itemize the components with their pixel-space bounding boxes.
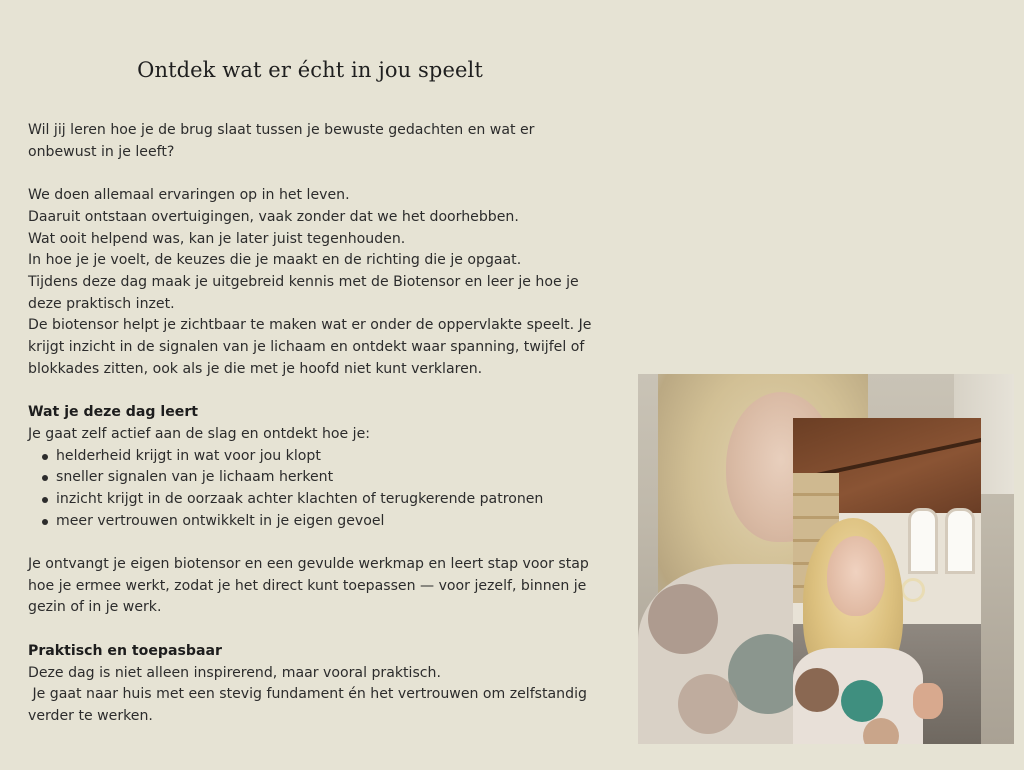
receive-line: Je ontvangt je eigen biotensor en een gevulde werkmap en leert stap voor stap bbox=[28, 556, 589, 573]
section-heading-learn: Wat je deze dag leert bbox=[28, 404, 199, 421]
body-line: krijgt inzicht in de signalen van je lichaam en ontdekt waar spanning, twijfel of bbox=[28, 339, 585, 356]
body-line: deze praktisch inzet. bbox=[28, 295, 175, 312]
body-line: Wat ooit helpend was, kan je later juist tegenhouden. bbox=[28, 230, 406, 247]
body-line: De biotensor helpt je zichtbaar te maken wat er onder de oppervlakte speelt. Je bbox=[28, 317, 592, 334]
section-lead: Je gaat zelf actief aan de slag en ontdekt hoe je: bbox=[28, 425, 370, 442]
learn-bullet-list bbox=[28, 446, 608, 533]
intro-line: onbewust in je leeft? bbox=[28, 143, 175, 160]
body-line: Tijdens deze dag maak je uitgebreid kennis met de Biotensor en leer je hoe je bbox=[28, 273, 579, 290]
bullet-item: inzicht krijgt in de oorzaak achter klachten of terugkerende patronen bbox=[40, 489, 608, 511]
bullet-item: meer vertrouwen ontwikkelt in je eigen gevoel bbox=[40, 511, 608, 533]
bullet-item: sneller signalen van je lichaam herkent bbox=[40, 467, 608, 489]
intro-line: Wil jij leren hoe je de brug slaat tussen je bewuste gedachten en wat er bbox=[28, 122, 535, 138]
page-title: Ontdek wat er écht in jou speelt bbox=[137, 58, 483, 82]
body-line: Daaruit ontstaan overtuigingen, vaak zonder dat we het doorhebben. bbox=[28, 208, 519, 225]
receive-line: hoe je ermee werkt, zodat je het direct kunt toepassen — voor jezelf, binnen je bbox=[28, 577, 587, 594]
body-line: In hoe je je voelt, de keuzes die je maakt en de richting die je opgaat. bbox=[28, 252, 522, 269]
receive-line: gezin of in je werk. bbox=[28, 599, 162, 616]
practical-line: verder te werken. bbox=[28, 707, 153, 724]
practical-line: Deze dag is niet alleen inspirerend, maar vooral praktisch. bbox=[28, 664, 441, 681]
inset-photo bbox=[793, 418, 981, 744]
body-line: We doen allemaal ervaringen op in het leven. bbox=[28, 187, 350, 204]
bullet-item: helderheid krijgt in wat voor jou klopt bbox=[40, 446, 608, 468]
section-heading-practical: Praktisch en toepasbaar bbox=[28, 642, 222, 659]
photo-collage bbox=[638, 374, 1014, 744]
main-content bbox=[28, 120, 608, 728]
body-line: blokkades zitten, ook als je die met je hoofd niet kunt verklaren. bbox=[28, 360, 483, 377]
practical-line: Je gaat naar huis met een stevig fundament én het vertrouwen om zelfstandig bbox=[28, 686, 587, 703]
